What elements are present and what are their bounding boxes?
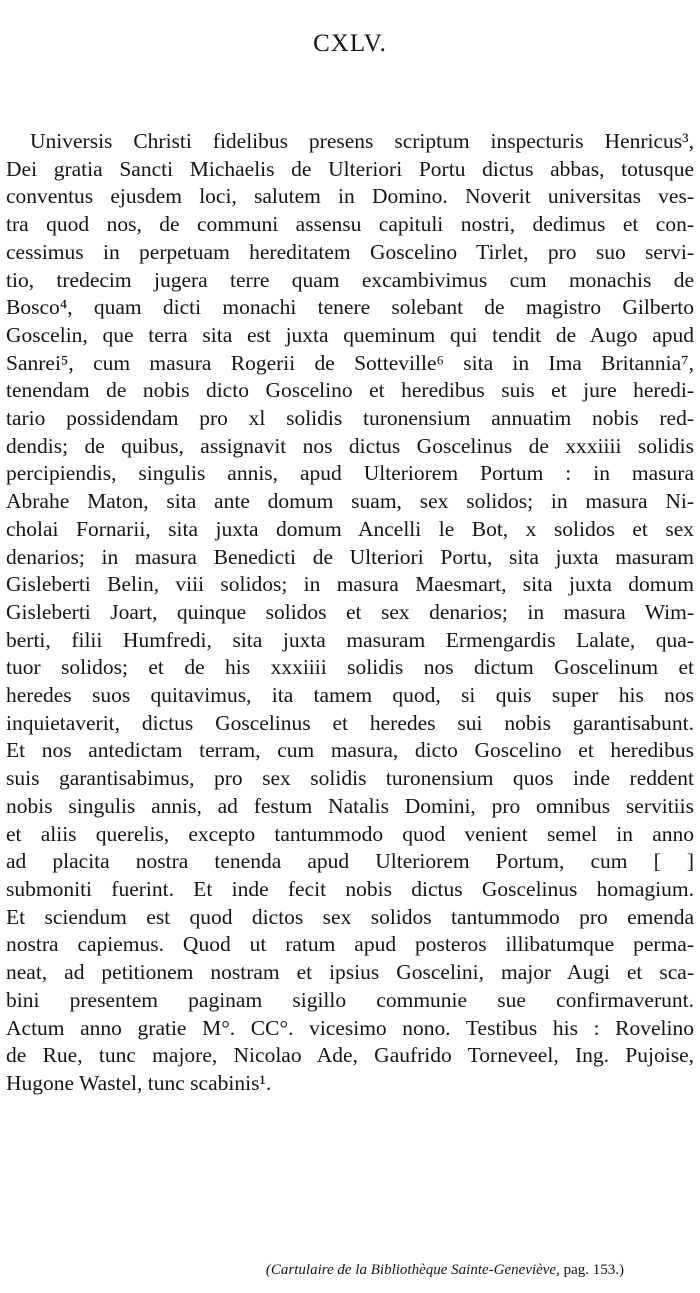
text-line: tio, tredecim jugera terre quam excambivimus cum monachis de — [6, 267, 694, 292]
text-line: bini presentem paginam sigillo communie sue confirmaverunt. — [6, 987, 694, 1012]
charter-text — [6, 128, 694, 1098]
text-line: Gisleberti Joart, quinque solidos et sex denarios; in masura Wim- — [6, 599, 694, 624]
text-line: Actum anno gratie M°. CC°. vicesimo nono. Testibus his : Rovelino — [6, 1015, 694, 1040]
text-line: Sanrei⁵, cum masura Rogerii de Sotteville⁶ sita in Ima Britannia⁷, — [6, 350, 694, 375]
text-line: Et nos antedictam terram, cum masura, dicto Goscelino et heredibus — [6, 738, 694, 763]
text-line: Hugone Wastel, tunc scabinis¹. — [6, 1070, 272, 1095]
text-line: Dei gratia Sancti Michaelis de Ulteriori Portu dictus abbas, totusque — [6, 156, 694, 181]
text-line: conventus ejusdem loci, salutem in Domino. Noverit universitas ves- — [6, 184, 694, 209]
text-line: percipiendis, singulis annis, apud Ulteriorem Portum : in masura — [6, 461, 694, 486]
text-line: de Rue, tunc majore, Nicolao Ade, Gaufrido Torneveel, Ing. Pujoise, — [6, 1043, 694, 1068]
text-line: Abrahe Maton, sita ante domum suam, sex solidos; in masura Ni- — [6, 489, 694, 514]
text-line: submoniti fuerint. Et inde fecit nobis dictus Goscelinus homagium. — [6, 876, 694, 901]
source-citation-title: (Cartulaire de la Bibliothèque Sainte-Geneviève, — [265, 1262, 560, 1278]
text-line: Universis Christi fidelibus presens scriptum inspecturis Henricus³, — [30, 129, 694, 153]
text-line: cholai Fornarii, sita juxta domum Ancelli le Bot, x solidos et sex — [6, 516, 694, 541]
text-line: nostra capiemus. Quod ut ratum apud posteros illibatumque perma- — [6, 932, 694, 957]
text-line: Gisleberti Belin, viii solidos; in masura Maesmart, sita juxta domum — [6, 572, 694, 597]
source-citation — [266, 1262, 624, 1279]
text-line: nobis singulis annis, ad festum Natalis Domini, pro omnibus servitiis — [6, 793, 694, 818]
text-line: neat, ad petitionem nostram et ipsius Goscelini, major Augi et sca- — [6, 960, 694, 985]
text-line: Bosco⁴, quam dicti monachi tenere solebant de magistro Gilberto — [6, 295, 694, 320]
text-line: inquietaverit, dictus Goscelinus et heredes sui nobis garantisabunt. — [6, 710, 694, 735]
text-line: cessimus in perpetuam hereditatem Goscelino Tirlet, pro suo servi- — [6, 239, 694, 264]
source-citation-page: pag. 153.) — [563, 1262, 624, 1278]
text-line: tra quod nos, de communi assensu capituli nostri, dedimus et con- — [6, 212, 694, 237]
text-line: dendis; de quibus, assignavit nos dictus Goscelinus de xxxiiii solidis — [6, 433, 694, 458]
text-line: heredes suos quitavimus, ita tamem quod, si quis super his nos — [6, 683, 694, 708]
text-line: Goscelin, que terra sita est juxta queminum qui tendit de Augo apud — [6, 322, 694, 347]
text-line: et aliis querelis, excepto tantummodo quod venient semel in anno — [6, 821, 694, 846]
text-line: tario possidendam pro xl solidis turonensium annuatim nobis red- — [6, 406, 694, 431]
text-line: tuor solidos; et de his xxxiiii solidis nos dictum Goscelinum et — [6, 655, 694, 680]
text-line: ad placita nostra tenenda apud Ulteriorem Portum, cum [ ] — [6, 849, 694, 874]
text-line: berti, filii Humfredi, sita juxta masuram Ermengardis Lalate, qua- — [6, 627, 694, 652]
text-line: denarios; in masura Benedicti de Ulteriori Portu, sita juxta masuram — [6, 544, 694, 569]
text-line: tenendam de nobis dicto Goscelino et heredibus suis et jure heredi- — [6, 378, 694, 403]
text-line: suis garantisabimus, pro sex solidis turonensium quos inde reddent — [6, 766, 694, 791]
text-line: Et sciendum est quod dictos sex solidos tantummodo pro emenda — [6, 904, 694, 929]
charter-number-heading: CXLV. — [313, 30, 387, 57]
